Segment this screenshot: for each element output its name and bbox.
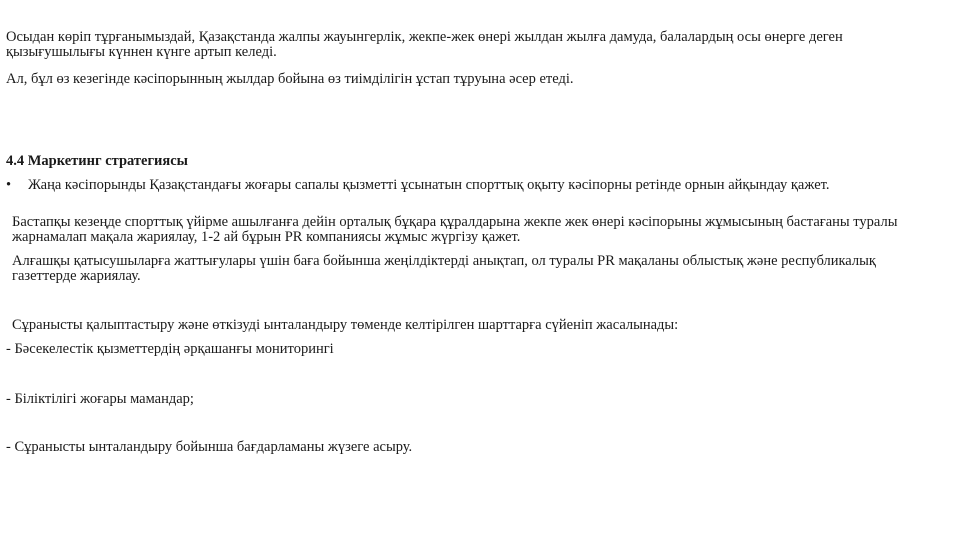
bullet-item <box>6 178 936 193</box>
section-heading: 4.4 Маркетинг стратегиясы <box>6 153 188 169</box>
paragraph-intro: Осыдан көріп тұрғанымыздай, Қазақстанда жалпы жауынгерлік, жекпе-жек өнері жылдан жылға дамуда, балалардың осы өнерге деген қызығушылығы күннен күнге артып келеді. <box>6 29 843 60</box>
paragraph-effect: Ал, бұл өз кезегінде кәсіпорынның жылдар бойына өз тиімділігін ұстап тұруына әсер етеді. <box>6 71 574 87</box>
list-item: - Сұранысты ынталандыру бойынша бағдарламаны жүзеге асыру. <box>6 439 413 455</box>
paragraph-initial-stage: Бастапқы кезеңде спорттық үйірме ашылғанға дейін орталық бұқара құралдарына жекпе жек өнері кәсіпорыны жұмысының бастағаны туралы жарнамалап мақала жариялау, 1-2 ай бұрын PR компаниясы жұмыс жүргізу қажет. <box>12 214 898 245</box>
paragraph-demand: Сұранысты қалыптастыру және өткізуді ынталандыру төменде келтірілген шарттарға сүйеніп жасалынады: <box>12 317 679 333</box>
paragraph-first-participants: Алғашқы қатысушыларға жаттығулары үшін баға бойынша жеңілдіктерді анықтап, ол туралы PR мақаланы облыстық және республикалық газеттерде жариялау. <box>12 253 876 284</box>
bullet-mark: • <box>6 177 12 193</box>
list-item: - Бәсекелестік қызметтердің әрқашанғы мониторингі <box>6 341 334 357</box>
bullet-text: Жаңа кәсіпорынды Қазақстандағы жоғары сапалы қызметті ұсынатын спорттық оқыту кәсіпорны ретінде орнын айқындау қажет. <box>28 177 830 193</box>
list-item: - Біліктілігі жоғары мамандар; <box>6 391 194 407</box>
